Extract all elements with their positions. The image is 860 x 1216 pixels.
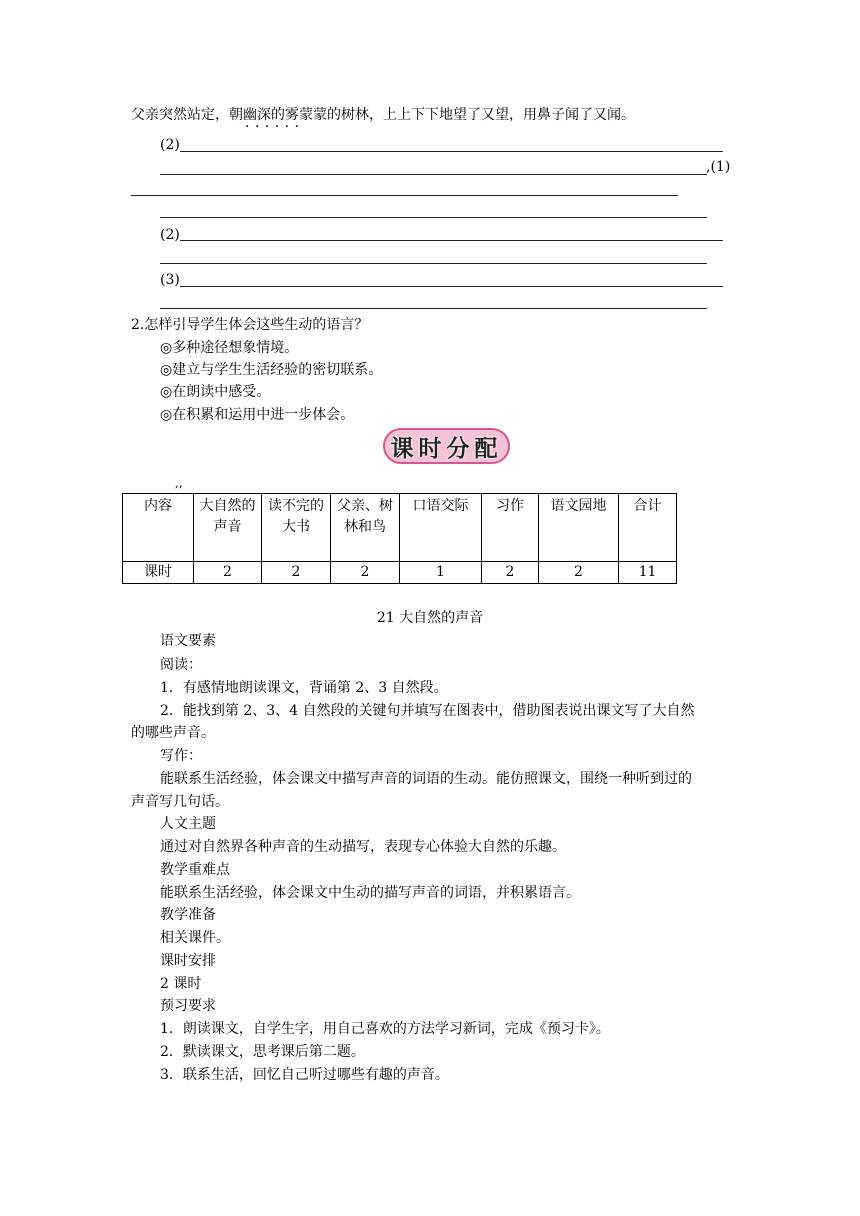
heading: 人文主题 [160, 816, 216, 832]
heading: 预习要求 [160, 998, 216, 1014]
badge-title: 课时分配 [390, 435, 503, 462]
table-header-cell: 大自然的声音 [194, 494, 262, 562]
guide-item: ◎在朗读中感受。 [160, 384, 271, 400]
lesson-schedule-table [122, 493, 677, 584]
paragraph: 相关课件。 [160, 930, 230, 946]
table-header-cell: 父亲、树林和鸟 [331, 494, 400, 562]
paragraph: 2．默读课文，思考课后第二题。 [160, 1044, 365, 1060]
paragraph: 1．朗读课文，自学生字，用自己喜欢的方法学习新词，完成《预习卡》。 [160, 1021, 610, 1037]
guide-item: ◎建立与学生生活经验的密切联系。 [160, 362, 383, 378]
sentence-start: 父亲突然站定，朝 [131, 107, 243, 123]
answer-blank-line [180, 286, 723, 287]
section-question: 2.怎样引导学生体会这些生动的语言？ [131, 317, 369, 333]
table-row [123, 562, 677, 584]
paragraph: 的哪些声音。 [131, 725, 215, 741]
paragraph: 通过对自然界各种声音的生动描写，表现专心体验大自然的乐趣。 [160, 839, 566, 855]
answer-blank-line [180, 240, 723, 241]
answer-blank-line [131, 195, 678, 196]
heading: 语文要素 [160, 633, 216, 649]
table-cell: 2 [482, 562, 539, 584]
table-cell: 2 [539, 562, 619, 584]
table-cell: 11 [619, 562, 677, 584]
stray-mark: ,, [175, 476, 183, 490]
answer-blank-line [160, 174, 707, 175]
paragraph: 2 课时 [160, 976, 202, 992]
table-row-label: 课时 [123, 562, 194, 584]
table-header-row [123, 494, 677, 562]
table-header-cell: 语文园地 [539, 494, 619, 562]
paragraph: 声音写几句话。 [131, 794, 229, 810]
answer-blank-line [160, 308, 707, 309]
table-header-cell: 口语交际 [400, 494, 482, 562]
table-header-cell: 内容 [123, 494, 194, 562]
sentence-end: 的树林，上上下下地望了又望，用鼻子闻了又闻。 [327, 107, 635, 123]
heading: 课时安排 [160, 953, 216, 969]
example-sentence [131, 106, 635, 124]
table-cell: 2 [262, 562, 331, 584]
lesson-title: 21 大自然的声音 [376, 610, 484, 626]
paragraph: 能联系生活经验，体会课文中生动的描写声音的词语，并积累语言。 [160, 885, 580, 901]
subheading: 阅读： [160, 657, 202, 673]
paragraph: 2．能找到第 2、3、4 自然段的关键句并填写在图表中，借助图表说出课文写了大自然 [160, 703, 695, 719]
table-cell: 2 [331, 562, 400, 584]
blank-label-2a: (2) [160, 137, 180, 153]
blank-label-3: (3) [160, 272, 180, 288]
table-cell: 1 [400, 562, 482, 584]
answer-blank-line [160, 263, 707, 264]
paragraph: 能联系生活经验，体会课文中描写声音的词语的生动。能仿照课文，围绕一种听到过的 [160, 771, 692, 787]
emphasized-phrase: 幽深的雾蒙蒙 · · [243, 107, 327, 123]
paragraph: 1．有感情地朗读课文，背诵第 2、3 自然段。 [160, 680, 448, 696]
table-header-cell: 读不完的大书 [262, 494, 331, 562]
paragraph: 3．联系生活，回忆自己听过哪些有趣的声音。 [160, 1067, 449, 1083]
table-header-cell: 合计 [619, 494, 677, 562]
table-cell: 2 [194, 562, 262, 584]
heading: 教学准备 [160, 907, 216, 923]
answer-blank-line [160, 217, 707, 218]
heading: 教学重难点 [160, 862, 230, 878]
lesson-allocation-badge [383, 428, 510, 464]
subheading: 写作： [160, 748, 202, 764]
answer-blank-line [180, 151, 723, 152]
guide-item: ◎多种途径想象情境。 [160, 340, 299, 356]
guide-item: ◎在积累和运用中进一步体会。 [160, 407, 355, 423]
blank-label-1: ,(1) [706, 159, 731, 175]
table-header-cell: 习作 [482, 494, 539, 562]
blank-label-2b: (2) [160, 227, 180, 243]
